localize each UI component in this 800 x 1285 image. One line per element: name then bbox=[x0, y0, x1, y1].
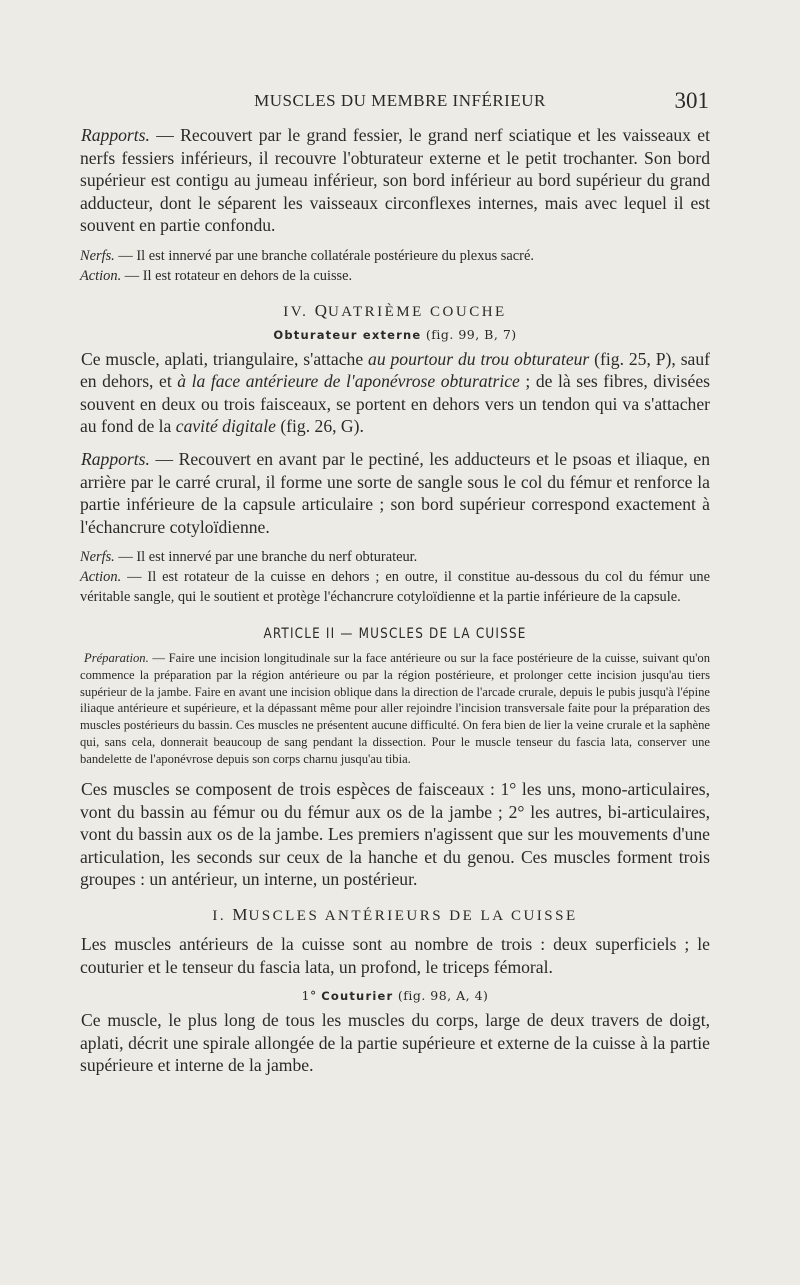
paragraph-nerfs-2 bbox=[80, 548, 710, 568]
section-title: USCLES ANTÉRIEURS DE LA CUISSE bbox=[248, 908, 578, 925]
muscle-number: 1° bbox=[301, 988, 322, 1004]
paragraph-text: — Il est innervé par une branche du nerf obturateur. bbox=[114, 549, 418, 566]
running-title: MUSCLES DU MEMBRE INFÉRIEUR bbox=[254, 91, 546, 110]
lead-preparation: Préparation. bbox=[84, 650, 149, 665]
lead-action: Action. bbox=[80, 267, 122, 284]
muscle-heading-obturateur bbox=[80, 327, 710, 342]
paragraph-text: — Recouvert en avant par le pectiné, les adducteurs et le psoas et iliaque, en arrière par le carré crural, il forme une sorte de sangle sous le col du fémur et renforce la partie inférieure de la capsule articulaire ; son bord supérieur correspond exactement à l'échancrure cotyloïdienne. bbox=[80, 448, 710, 537]
article-heading: ARTICLE II — MUSCLES DE LA CUISSE bbox=[263, 625, 527, 642]
lead-nerfs: Nerfs. bbox=[80, 247, 115, 264]
lead-action: Action. bbox=[80, 569, 122, 586]
paragraph-couturier: Ce muscle, le plus long de tous les muscles du corps, large de deux travers de doigt, aplati, décrit une spirale allongée de la partie supérieure et externe de la cuisse à la partie supérieure et interne de la jambe. bbox=[80, 1010, 710, 1076]
figure-ref: (fig. 98, A, 4) bbox=[393, 988, 489, 1004]
paragraph-rapports-1 bbox=[80, 124, 710, 237]
section-title: UATRIÈME COUCHE bbox=[327, 303, 507, 320]
paragraph-nerfs-1 bbox=[80, 247, 710, 267]
paragraph-text: — Il est rotateur de la cuisse en dehors ; en outre, il constitue au-dessous du col du fémur une véritable sangle, qui le soutient et protège l'échancrure cotyloïdienne et la partie inférieure de la capsule. bbox=[80, 569, 710, 605]
section-heading-iv bbox=[80, 301, 710, 321]
text-run: (fig. 26, G). bbox=[275, 416, 364, 437]
paragraph-muscles-anterieurs: Les muscles antérieurs de la cuisse sont au nombre de trois : deux superficiels ; le couturier et le tenseur du fascia lata, un profond, le triceps fémoral. bbox=[80, 934, 710, 977]
paragraph-text: — Il est innervé par une branche collatérale postérieure du plexus sacré. bbox=[114, 247, 534, 264]
text-run: Ce muscle, aplati, triangulaire, s'attache bbox=[81, 348, 369, 369]
text-run: ; de là ses fibres, divisées souvent en deux ou trois faisceaux, se portent en dehors vers un tendon qui va s'attacher au fond de la bbox=[80, 371, 710, 437]
lead-rapports: Rapports. bbox=[81, 448, 150, 469]
text-run: (fig. 25, P), sauf en dehors, et bbox=[80, 348, 711, 392]
lead-rapports: Rapports. bbox=[81, 125, 150, 145]
paragraph-description-obturateur bbox=[80, 348, 710, 438]
muscle-heading-couturier bbox=[80, 988, 710, 1003]
paragraph-action-2 bbox=[80, 568, 710, 608]
section-numeral: IV. bbox=[283, 303, 309, 320]
lead-nerfs: Nerfs. bbox=[80, 549, 115, 566]
page-number: 301 bbox=[674, 88, 709, 113]
italic-run: à la face antérieure de l'aponévrose obturatrice bbox=[177, 371, 520, 392]
section-numeral: I. bbox=[212, 908, 227, 925]
paragraph-faisceaux: Ces muscles se composent de trois espèces de faisceaux : 1° les uns, mono-articulaires, vont du bassin au fémur ou du fémur aux os de la jambe ; 2° les autres, bi-articulaires, vont du bassin aux os de la jambe. Les premiers n'agissent que sur les mouvements d'une articulation, les seconds sur ceux de la hanche et du genou. Ces muscles forment trois groupes : un antérieur, un interne, un postérieur. bbox=[80, 779, 710, 890]
paragraph-text: — Faire une incision longitudinale sur la face antérieure ou sur la face postérieure de la cuisse, suivant qu'on commence la préparation par la région antérieure ou par la région postérieure, et prolonger cette incision jusqu'au tiers supérieur de la jambe. Faire en avant une incision oblique dans la direction de l'arcade crurale, depuis le pubis jusqu'à l'épine iliaque antérieure et supérieure, et la dépassant même pour aller rejoindre l'incision transversale faite pour la préparation des muscles postérieurs du bassin. Ces muscles ne présentent aucune difficulté. On fera bien de lier la veine crurale et la saphène qui, sans cela, donnerait beaucoup de sang pendant la dissection. Pour le muscle tenseur du fascia lata, conserver une bandelette de l'aponévrose depuis son corps charnu jusqu'au tibia. bbox=[80, 650, 710, 767]
running-header bbox=[0, 88, 800, 114]
paragraph-text: — Recouvert par le grand fessier, le grand nerf sciatique et les vaisseaux et nerfs fessiers inférieurs, il recouvre l'obturateur externe et le petit trochanter. Son bord supérieur est contigu au jumeau inférieur, son bord inférieur au bord supérieur du grand adducteur, dont le séparent les vaisseaux circonflexes internes, mais avec lequel il est souvent en partie confondu. bbox=[80, 125, 710, 236]
paragraph-rapports-2 bbox=[80, 448, 710, 538]
section-heading-i bbox=[80, 905, 710, 925]
paragraph-text: — Il est rotateur en dehors de la cuisse. bbox=[121, 267, 353, 284]
italic-run: au pourtour du trou obturateur bbox=[368, 348, 590, 369]
paragraph-preparation bbox=[80, 650, 710, 768]
page-body bbox=[80, 124, 710, 1077]
paragraph-action-1 bbox=[80, 267, 710, 287]
muscle-name: Obturateur externe bbox=[273, 327, 422, 342]
section-initial: M bbox=[232, 905, 249, 925]
section-initial: Q bbox=[314, 300, 328, 320]
muscle-name: Couturier bbox=[321, 989, 394, 1004]
figure-ref: (fig. 99, B, 7) bbox=[421, 326, 517, 342]
italic-run: cavité digitale bbox=[175, 416, 276, 437]
